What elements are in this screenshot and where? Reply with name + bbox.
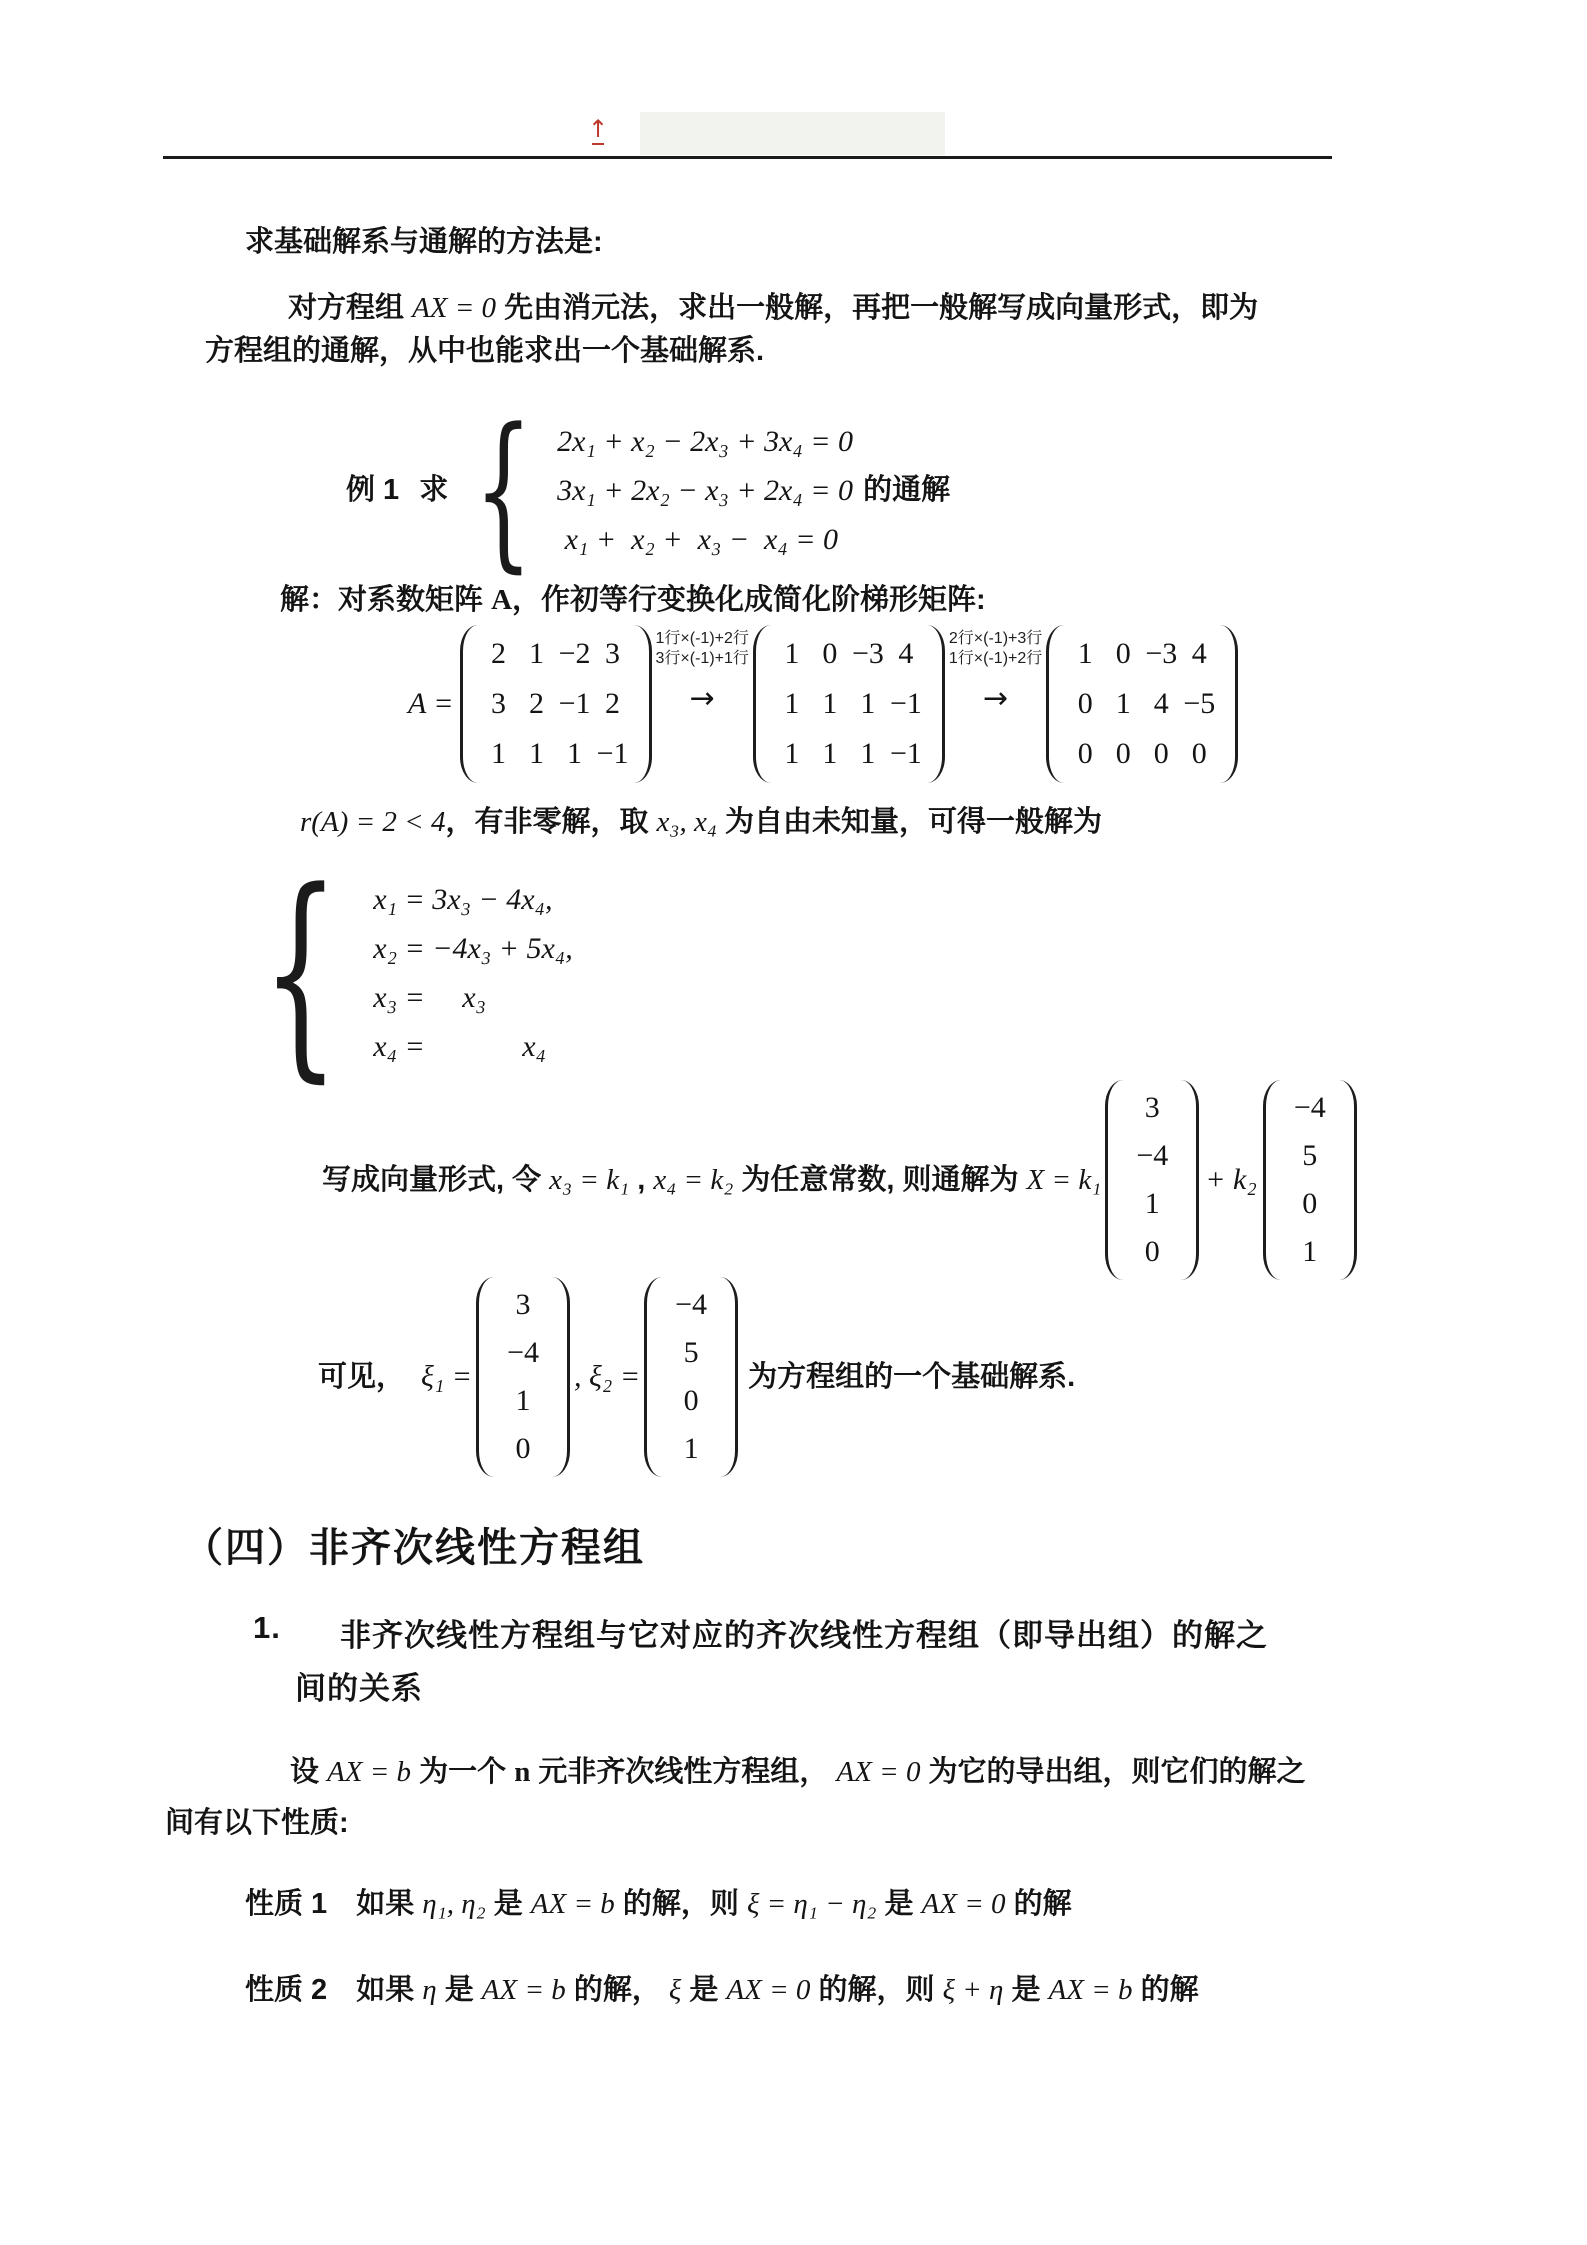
matrix-cell: −2 bbox=[558, 637, 591, 670]
matrix-row bbox=[496, 1425, 550, 1473]
text-run: , bbox=[629, 1164, 654, 1196]
matrix-row bbox=[1066, 729, 1218, 779]
matrix-cell: −3 bbox=[851, 637, 884, 670]
matrix-row bbox=[1066, 629, 1218, 679]
text-run: η bbox=[422, 1974, 437, 2006]
vector-k1 bbox=[1105, 1080, 1199, 1280]
matrix-cell: 0 bbox=[1191, 737, 1207, 770]
vector-k1-entries bbox=[1123, 1080, 1181, 1280]
row-op-1b: 3行×(-1)+1行 bbox=[655, 650, 749, 667]
text-run: 元非齐次线性方程组， bbox=[530, 1756, 837, 1788]
matrix-cell: 1 bbox=[1077, 637, 1093, 670]
matrix-row bbox=[496, 1329, 550, 1377]
example-verb: 求 bbox=[419, 474, 449, 506]
equation-2: 3x₁ + 2x₂ − x₃ + 2x₄ = 0 bbox=[557, 473, 854, 507]
matrix-step-2 bbox=[753, 625, 945, 783]
matrix-cell: 0 bbox=[1153, 737, 1169, 770]
text-run: AX = 0 bbox=[921, 1888, 1006, 1920]
matrix-row bbox=[1283, 1180, 1337, 1228]
row-op-1a: 1行×(-1)+2行 bbox=[655, 630, 749, 647]
gs-row-3: x₃ = x₃ bbox=[373, 981, 486, 1014]
text-run: 性质 2 bbox=[245, 1974, 328, 2006]
text-run: 如果 bbox=[327, 1974, 423, 2006]
matrix-cell: 1 bbox=[515, 1384, 531, 1417]
matrix-row bbox=[1125, 1180, 1179, 1228]
vector-xi1 bbox=[476, 1277, 570, 1477]
left-paren bbox=[1105, 1080, 1123, 1280]
gs-row-4: x₄ = x₄ bbox=[373, 1030, 546, 1063]
matrix-cell: 1 bbox=[529, 737, 545, 770]
conclusion-tail: 为方程组的一个基础解系. bbox=[748, 1361, 1076, 1393]
matrix-cell: 5 bbox=[683, 1336, 699, 1369]
matrix-row bbox=[496, 1281, 550, 1329]
text-run: 的解 bbox=[1132, 1974, 1199, 2006]
matrix-cell: 1 bbox=[1302, 1235, 1318, 1268]
up-arrow-icon: ↑ bbox=[588, 115, 609, 143]
matrix-cell: 0 bbox=[1115, 637, 1131, 670]
property-2 bbox=[245, 1970, 1199, 2010]
matrix-cell: 1 bbox=[491, 737, 507, 770]
example-1-block bbox=[346, 392, 951, 588]
text-run: r(A) = 2 < 4 bbox=[300, 806, 446, 838]
matrix-row bbox=[1125, 1084, 1179, 1132]
equation-3: x₁ + x₂ + x₃ − x₄ = 0 bbox=[557, 522, 839, 556]
matrix-cell: 2 bbox=[605, 687, 621, 720]
text-run: AX = b bbox=[327, 1756, 412, 1788]
left-paren bbox=[644, 1277, 662, 1477]
text-run: 是 bbox=[876, 1888, 922, 1920]
right-paren bbox=[634, 625, 652, 783]
matrix-row bbox=[1283, 1228, 1337, 1276]
matrix-cell: 1 bbox=[860, 687, 876, 720]
text-run: ξ = η₁ − η₂ bbox=[746, 1888, 877, 1920]
system-brace: { bbox=[261, 844, 340, 1102]
matrix-row bbox=[773, 729, 925, 779]
row-op-annotation-2 bbox=[949, 625, 1042, 783]
matrix-cell: 1 bbox=[860, 737, 876, 770]
section-4-title: （四）非齐次线性方程组 bbox=[183, 1526, 645, 1570]
text-run: AX = b bbox=[481, 1974, 566, 2006]
text-run: 是 bbox=[485, 1888, 531, 1920]
matrix-row bbox=[773, 679, 925, 729]
matrix-cell: 3 bbox=[1144, 1091, 1160, 1124]
gs-row-1: x₁ = 3x₃ − 4x₄, bbox=[373, 883, 553, 916]
left-paren bbox=[753, 625, 771, 783]
gs-row-2: x₂ = −4x₃ + 5x₄, bbox=[373, 932, 573, 965]
matrix-cell: 4 bbox=[1191, 637, 1207, 670]
text-run: 的解 bbox=[1005, 1888, 1072, 1920]
solve-line bbox=[280, 580, 986, 620]
intro-line-2 bbox=[288, 288, 1258, 328]
right-paren bbox=[720, 1277, 738, 1477]
matrix-cell: 2 bbox=[529, 687, 545, 720]
matrix-cell: 1 bbox=[784, 687, 800, 720]
left-paren bbox=[460, 625, 478, 783]
left-paren bbox=[476, 1277, 494, 1477]
matrix-cell: −4 bbox=[675, 1288, 708, 1321]
matrix-cell: −1 bbox=[889, 687, 922, 720]
text-run: 设 bbox=[290, 1756, 328, 1788]
matrix-cell: 5 bbox=[1302, 1139, 1318, 1172]
matrix-cell: 3 bbox=[491, 687, 507, 720]
text-run: ，有非零解，取 bbox=[445, 806, 657, 838]
plus-k2: + k₂ bbox=[1205, 1163, 1257, 1196]
matrix-row bbox=[496, 1377, 550, 1425]
text-run: 对系数矩阵 bbox=[338, 584, 492, 616]
matrix-cell: 4 bbox=[898, 637, 914, 670]
setup-line-2: 间有以下性质: bbox=[165, 1807, 349, 1839]
matrix-row bbox=[1283, 1132, 1337, 1180]
matrix-cell: −1 bbox=[889, 737, 922, 770]
header-highlight-band bbox=[640, 112, 945, 155]
text-run: X = k₁ bbox=[1026, 1164, 1102, 1196]
matrix-row bbox=[664, 1329, 718, 1377]
matrix-cell: −4 bbox=[507, 1336, 539, 1369]
matrix-cell: 0 bbox=[1077, 687, 1093, 720]
text-run: 为它的导出组，则它们的解之 bbox=[920, 1756, 1306, 1788]
left-paren bbox=[1263, 1080, 1281, 1280]
xi2-label: , ξ₂ = bbox=[574, 1360, 641, 1393]
arrow-icon: → bbox=[983, 681, 1009, 716]
matrix-cell: 3 bbox=[605, 637, 621, 670]
text-run: AX = 0 bbox=[726, 1974, 811, 2006]
text-run: 对方程组 bbox=[288, 292, 413, 324]
text-run: 写成向量形式, 令 bbox=[322, 1164, 550, 1196]
matrix-step-3 bbox=[1046, 625, 1238, 783]
matrix-cell: −3 bbox=[1145, 637, 1178, 670]
vector-xi1-entries bbox=[494, 1277, 552, 1477]
rank-line bbox=[300, 802, 1102, 842]
matrix-row bbox=[1066, 679, 1218, 729]
row-op-annotation-1 bbox=[656, 625, 749, 783]
matrix-row bbox=[664, 1281, 718, 1329]
right-paren bbox=[1339, 1080, 1357, 1280]
matrix-cell: 0 bbox=[1302, 1187, 1318, 1220]
matrix-cell: 1 bbox=[784, 737, 800, 770]
matrix-row bbox=[1283, 1084, 1337, 1132]
text-run: 的解， bbox=[565, 1974, 669, 2006]
text-run: 性质 1 bbox=[245, 1888, 328, 1920]
text-run: AX = 0 bbox=[412, 292, 497, 324]
setup-line-1 bbox=[290, 1752, 1306, 1792]
xi1-label: ξ₁ = bbox=[421, 1360, 473, 1393]
subsection-1-number: 1. bbox=[253, 1610, 281, 1645]
revision-mark-icon bbox=[588, 115, 609, 145]
right-paren bbox=[927, 625, 945, 783]
text-run: ξ + η bbox=[942, 1974, 1004, 2006]
matrix-step-3-entries bbox=[1064, 625, 1220, 783]
matrix-cell: −5 bbox=[1183, 687, 1216, 720]
vector-form-text bbox=[322, 1160, 1101, 1200]
right-paren bbox=[1220, 625, 1238, 783]
conclusion-line bbox=[318, 1262, 1075, 1492]
matrix-cell: 0 bbox=[1144, 1235, 1160, 1268]
matrix-cell: 1 bbox=[784, 637, 800, 670]
matrix-cell: 0 bbox=[1115, 737, 1131, 770]
text-run: AX = b bbox=[1048, 1974, 1133, 2006]
text-run: 解： bbox=[280, 584, 339, 616]
text-run: x₃ = k₁ bbox=[549, 1164, 630, 1196]
matrix-row bbox=[480, 629, 632, 679]
right-paren bbox=[552, 1277, 570, 1477]
text-run: AX = b bbox=[530, 1888, 615, 1920]
matrix-cell: 0 bbox=[683, 1384, 699, 1417]
matrix-row bbox=[664, 1425, 718, 1473]
matrix-lhs: A = bbox=[408, 687, 454, 720]
matrix-cell: −4 bbox=[1136, 1139, 1169, 1172]
matrix-cell: 0 bbox=[822, 637, 838, 670]
matrix-cell: −1 bbox=[558, 687, 591, 720]
property-1 bbox=[245, 1884, 1072, 1924]
conclusion-lead: 可见， bbox=[318, 1361, 406, 1393]
matrix-row bbox=[480, 729, 632, 779]
right-paren bbox=[1181, 1080, 1199, 1280]
text-run: ξ bbox=[668, 1974, 682, 2006]
example-suffix: 的通解 bbox=[863, 474, 951, 506]
text-run: 如果 bbox=[327, 1888, 423, 1920]
text-run: 的解，则 bbox=[614, 1888, 747, 1920]
matrix-a-entries bbox=[478, 625, 634, 783]
matrix-cell: 1 bbox=[529, 637, 545, 670]
equation-1: 2x₁ + x₂ − 2x₃ + 3x₄ = 0 bbox=[557, 424, 854, 458]
text-run: η₁, η₂ bbox=[422, 1888, 486, 1920]
text-run: x₄ = k₂ bbox=[653, 1164, 734, 1196]
matrix-cell: 4 bbox=[1153, 687, 1169, 720]
matrix-cell: −1 bbox=[596, 737, 629, 770]
text-run: 为一个 bbox=[411, 1756, 515, 1788]
matrix-a bbox=[460, 625, 652, 783]
text-run: x₃, x₄ bbox=[656, 806, 717, 838]
header-rule bbox=[163, 156, 1332, 159]
text-run: 为自由未知量，可得一般解为 bbox=[716, 806, 1102, 838]
text-run: 的解，则 bbox=[810, 1974, 943, 2006]
text-run: 为任意常数, 则通解为 bbox=[733, 1164, 1027, 1196]
matrix-cell: 1 bbox=[567, 737, 583, 770]
row-op-2b: 1行×(-1)+2行 bbox=[948, 650, 1043, 667]
matrix-cell: 1 bbox=[822, 737, 838, 770]
subsection-1-line1: 非齐次线性方程组与它对应的齐次线性方程组（即导出组）的解之 bbox=[340, 1618, 1268, 1653]
row-op-2a: 2行×(-1)+3行 bbox=[948, 630, 1043, 647]
vector-k2 bbox=[1263, 1080, 1357, 1280]
matrix-reduction bbox=[408, 625, 1238, 783]
subsection-1-line2: 间的关系 bbox=[295, 1671, 423, 1706]
example-label: 例 1 bbox=[346, 474, 400, 506]
system-brace: { bbox=[474, 392, 534, 588]
red-underline bbox=[592, 143, 604, 145]
text-run: ，作初等行变换化成简化阶梯形矩阵: bbox=[512, 584, 986, 616]
general-solution-rows bbox=[373, 875, 572, 1071]
intro-line-1: 求基础解系与通解的方法是: bbox=[245, 226, 603, 258]
matrix-row bbox=[773, 629, 925, 679]
text-run: n bbox=[514, 1756, 531, 1788]
text-run: 是 bbox=[681, 1974, 727, 2006]
text-run: AX = 0 bbox=[836, 1756, 921, 1788]
vector-xi2 bbox=[644, 1277, 738, 1477]
text-run: 先由消元法，求出一般解，再把一般解写成向量形式，即为 bbox=[496, 292, 1259, 324]
matrix-cell: 0 bbox=[1077, 737, 1093, 770]
matrix-row bbox=[664, 1377, 718, 1425]
matrix-cell: 1 bbox=[683, 1432, 699, 1465]
vector-k2-entries bbox=[1281, 1080, 1339, 1280]
matrix-cell: 2 bbox=[491, 637, 507, 670]
matrix-row bbox=[480, 679, 632, 729]
general-solution bbox=[230, 844, 573, 1102]
matrix-cell: 1 bbox=[1144, 1187, 1160, 1220]
matrix-step-2-entries bbox=[771, 625, 927, 783]
example-equation-system bbox=[557, 417, 853, 564]
vector-xi2-entries bbox=[662, 1277, 720, 1477]
text-run: 是 bbox=[436, 1974, 482, 2006]
matrix-cell: 1 bbox=[822, 687, 838, 720]
matrix-cell: −4 bbox=[1293, 1091, 1326, 1124]
intro-line-3: 方程组的通解，从中也能求出一个基础解系. bbox=[205, 335, 765, 367]
matrix-cell: 3 bbox=[515, 1288, 531, 1321]
left-paren bbox=[1046, 625, 1064, 783]
matrix-row bbox=[1125, 1132, 1179, 1180]
matrix-cell: 1 bbox=[1115, 687, 1131, 720]
arrow-icon: → bbox=[689, 681, 715, 716]
matrix-row bbox=[1125, 1228, 1179, 1276]
text-run: 是 bbox=[1003, 1974, 1049, 2006]
text-run: A bbox=[491, 584, 513, 616]
matrix-cell: 0 bbox=[515, 1432, 531, 1465]
